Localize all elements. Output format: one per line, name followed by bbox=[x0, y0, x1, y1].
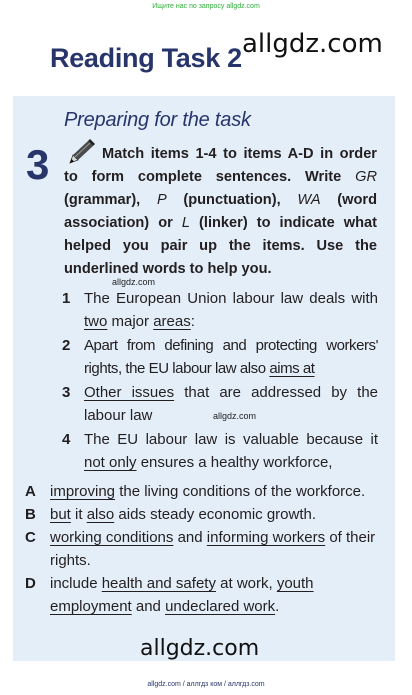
lettered-options-list bbox=[25, 480, 377, 618]
list-item: C working conditions and informing workers of their rights. bbox=[25, 529, 376, 569]
watermark-bottom: allgdz.com bbox=[140, 636, 260, 661]
watermark-small-2: allgdz.com bbox=[213, 411, 257, 421]
watermark-small-1: allgdz.com bbox=[112, 277, 156, 287]
list-item: 3 Other issues that are addressed by the labour law bbox=[62, 384, 379, 424]
task-number: 3 bbox=[26, 141, 50, 188]
list-item: 4 The EU labour law is valuable because it not only ensures a healthy workforce, bbox=[62, 431, 378, 471]
list-item: 1 The European Union labour law deals with two major areas: bbox=[62, 290, 378, 330]
numbered-items-list bbox=[62, 287, 378, 475]
task-instructions: Match items 1-4 to items A-D in order to form complete sentences. Write GR (grammar), P (punctuation), WA (word association) or L (linker) to indicate what helped you pair up the items. Use the underlined words to help you. bbox=[64, 146, 378, 277]
footer-links[interactable]: allgdz.com / аллгдз ком / аллгдз.com bbox=[147, 681, 265, 688]
section-subtitle: Preparing for the task bbox=[64, 109, 251, 131]
list-item: B but it also aids steady economic growth. bbox=[25, 506, 317, 523]
page-title: Reading Task 2 bbox=[50, 43, 242, 73]
top-watermark-link[interactable]: Ищите нас по запросу allgdz.com bbox=[152, 3, 260, 10]
list-item: A improving the living conditions of the workforce. bbox=[25, 483, 366, 500]
watermark-top: allgdz.com bbox=[242, 29, 383, 59]
list-item: D include health and safety at work, youth employment and undeclared work. bbox=[25, 575, 314, 615]
list-item: 2 Apart from defining and protecting workers' rights, the EU labour law also aims at bbox=[62, 337, 378, 377]
